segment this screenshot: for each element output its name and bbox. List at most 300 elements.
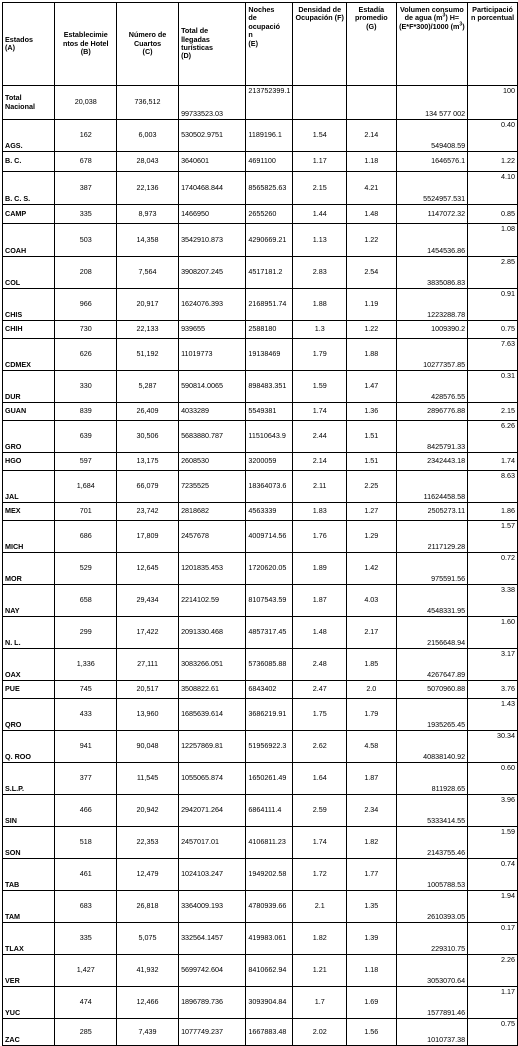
cell-establecimientos: 941 — [55, 731, 117, 763]
cell-densidad: 2.14 — [293, 453, 347, 471]
table-row — [3, 339, 518, 371]
cell-noches: 8410662.94 — [246, 955, 293, 987]
cell-establecimientos: 683 — [55, 891, 117, 923]
cell-cuartos: 29,434 — [117, 585, 179, 617]
cell-noches: 1667883.48 — [246, 1019, 293, 1046]
cell-volumen: 975591.56 — [396, 553, 467, 585]
table-row — [3, 827, 518, 859]
cell-participacion: 3.17 — [468, 649, 518, 681]
cell-cuartos: 90,048 — [117, 731, 179, 763]
cell-establecimientos: 20,038 — [55, 86, 117, 120]
cell-volumen: 1577891.46 — [396, 987, 467, 1019]
cell-cuartos: 27,111 — [117, 649, 179, 681]
cell-estadia: 1.47 — [347, 371, 397, 403]
cell-densidad: 2.15 — [293, 172, 347, 205]
cell-densidad: 2.1 — [293, 891, 347, 923]
cell-participacion: 8.63 — [468, 471, 518, 503]
cell-participacion: 0.85 — [468, 205, 518, 224]
cell-establecimientos: 730 — [55, 321, 117, 339]
cell-cuartos: 20,517 — [117, 681, 179, 699]
cell-llegadas: 1077749.237 — [179, 1019, 246, 1046]
cell-cuartos: 13,175 — [117, 453, 179, 471]
cell-cuartos: 14,358 — [117, 224, 179, 257]
cell-establecimientos: 330 — [55, 371, 117, 403]
cell-establecimientos: 299 — [55, 617, 117, 649]
table-row — [3, 371, 518, 403]
table-row — [3, 649, 518, 681]
cell-establecimientos: 658 — [55, 585, 117, 617]
cell-noches: 11510643.9 — [246, 421, 293, 453]
table-row — [3, 152, 518, 172]
cell-estado: YUC — [3, 987, 55, 1019]
cell-volumen: 2117129.28 — [396, 521, 467, 553]
cell-estadia: 1.22 — [347, 224, 397, 257]
cell-establecimientos: 387 — [55, 172, 117, 205]
cell-volumen: 3053070.64 — [396, 955, 467, 987]
cell-participacion: 0.91 — [468, 289, 518, 321]
cell-volumen: 1223288.78 — [396, 289, 467, 321]
cell-densidad: 1.79 — [293, 339, 347, 371]
cell-establecimientos: 433 — [55, 699, 117, 731]
cell-establecimientos: 966 — [55, 289, 117, 321]
cell-cuartos: 13,960 — [117, 699, 179, 731]
cell-densidad: 1.88 — [293, 289, 347, 321]
cell-cuartos: 5,287 — [117, 371, 179, 403]
cell-estadia: 1.35 — [347, 891, 397, 923]
cell-estadia: 1.19 — [347, 289, 397, 321]
cell-densidad: 1.89 — [293, 553, 347, 585]
cell-establecimientos: 701 — [55, 503, 117, 521]
cell-densidad: 2.59 — [293, 795, 347, 827]
cell-volumen: 5333414.55 — [396, 795, 467, 827]
cell-estado: PUE — [3, 681, 55, 699]
cell-volumen: 2342443.18 — [396, 453, 467, 471]
cell-densidad: 1.54 — [293, 120, 347, 152]
table-row — [3, 699, 518, 731]
cell-volumen: 2610393.05 — [396, 891, 467, 923]
cell-cuartos: 12,466 — [117, 987, 179, 1019]
cell-volumen: 229310.75 — [396, 923, 467, 955]
cell-noches: 8107543.59 — [246, 585, 293, 617]
cell-estadia: 1.51 — [347, 421, 397, 453]
cell-participacion: 6.26 — [468, 421, 518, 453]
cell-noches: 1949202.58 — [246, 859, 293, 891]
cell-llegadas: 1685639.614 — [179, 699, 246, 731]
cell-noches: 2655260 — [246, 205, 293, 224]
cell-estadia: 1.27 — [347, 503, 397, 521]
table-row — [3, 617, 518, 649]
table-row — [3, 923, 518, 955]
cell-estadia: 2.0 — [347, 681, 397, 699]
cell-densidad: 2.11 — [293, 471, 347, 503]
cell-densidad: 1.3 — [293, 321, 347, 339]
cell-cuartos: 7,564 — [117, 257, 179, 289]
table-row — [3, 859, 518, 891]
cell-volumen: 1454536.86 — [396, 224, 467, 257]
cell-llegadas: 7235525 — [179, 471, 246, 503]
header-participacion: Participació n porcentual — [468, 3, 518, 86]
cell-densidad: 2.44 — [293, 421, 347, 453]
cell-volumen: 3835086.83 — [396, 257, 467, 289]
cell-participacion: 0.40 — [468, 120, 518, 152]
cell-volumen: 1147072.32 — [396, 205, 467, 224]
cell-participacion: 0.60 — [468, 763, 518, 795]
cell-participacion: 0.75 — [468, 321, 518, 339]
cell-participacion: 1.86 — [468, 503, 518, 521]
table-row — [3, 224, 518, 257]
cell-estadia: 1.82 — [347, 827, 397, 859]
cell-volumen: 811928.65 — [396, 763, 467, 795]
table-body — [3, 86, 518, 1046]
cell-establecimientos: 529 — [55, 553, 117, 585]
cell-establecimientos: 639 — [55, 421, 117, 453]
cell-volumen: 2896776.88 — [396, 403, 467, 421]
cell-estadia: 1.56 — [347, 1019, 397, 1046]
cell-participacion: 0.31 — [468, 371, 518, 403]
table-row — [3, 521, 518, 553]
cell-noches: 4290669.21 — [246, 224, 293, 257]
cell-participacion: 1.59 — [468, 827, 518, 859]
cell-participacion: 1.94 — [468, 891, 518, 923]
cell-noches: 4106811.23 — [246, 827, 293, 859]
cell-estado: DUR — [3, 371, 55, 403]
cell-estado: ZAC — [3, 1019, 55, 1046]
cell-establecimientos: 678 — [55, 152, 117, 172]
header-estados: Estados (A) — [3, 3, 55, 86]
cell-estadia: 1.87 — [347, 763, 397, 795]
cell-densidad: 1.82 — [293, 923, 347, 955]
cell-llegadas: 3908207.245 — [179, 257, 246, 289]
cell-cuartos: 8,973 — [117, 205, 179, 224]
cell-cuartos: 23,742 — [117, 503, 179, 521]
cell-establecimientos: 461 — [55, 859, 117, 891]
cell-participacion: 2.85 — [468, 257, 518, 289]
cell-estado: TLAX — [3, 923, 55, 955]
cell-estado: QRO — [3, 699, 55, 731]
cell-volumen: 1009390.2 — [396, 321, 467, 339]
cell-estado: CAMP — [3, 205, 55, 224]
table-row — [3, 257, 518, 289]
cell-estadia: 1.79 — [347, 699, 397, 731]
cell-llegadas: 3364009.193 — [179, 891, 246, 923]
cell-cuartos: 12,645 — [117, 553, 179, 585]
cell-establecimientos: 1,336 — [55, 649, 117, 681]
cell-cuartos: 17,809 — [117, 521, 179, 553]
cell-volumen: 4267647.89 — [396, 649, 467, 681]
cell-noches: 3093904.84 — [246, 987, 293, 1019]
cell-llegadas: 1896789.736 — [179, 987, 246, 1019]
cell-establecimientos: 474 — [55, 987, 117, 1019]
cell-densidad: 2.62 — [293, 731, 347, 763]
cell-volumen: 1646576.1 — [396, 152, 467, 172]
cell-cuartos: 6,003 — [117, 120, 179, 152]
cell-establecimientos: 626 — [55, 339, 117, 371]
cell-estadia: 4.58 — [347, 731, 397, 763]
cell-establecimientos: 1,427 — [55, 955, 117, 987]
cell-volumen: 4548331.95 — [396, 585, 467, 617]
cell-volumen: 1005788.53 — [396, 859, 467, 891]
header-establecimientos: Establecimie ntos de Hotel (B) — [55, 3, 117, 86]
cell-cuartos: 28,043 — [117, 152, 179, 172]
cell-volumen: 10277357.85 — [396, 339, 467, 371]
cell-llegadas: 3508822.61 — [179, 681, 246, 699]
cell-noches: 4009714.56 — [246, 521, 293, 553]
cell-estado: COL — [3, 257, 55, 289]
cell-densidad: 1.64 — [293, 763, 347, 795]
cell-participacion: 1.08 — [468, 224, 518, 257]
table-row — [3, 681, 518, 699]
cell-llegadas: 2457017.01 — [179, 827, 246, 859]
cell-noches: 6864111.4 — [246, 795, 293, 827]
cell-participacion: 100 — [468, 86, 518, 120]
cell-participacion: 0.17 — [468, 923, 518, 955]
cell-volumen: 5524957.531 — [396, 172, 467, 205]
cell-densidad: 1.13 — [293, 224, 347, 257]
cell-estado: S.L.P. — [3, 763, 55, 795]
cell-llegadas: 1024103.247 — [179, 859, 246, 891]
cell-establecimientos: 839 — [55, 403, 117, 421]
cell-estadia: 1.22 — [347, 321, 397, 339]
cell-densidad: 1.83 — [293, 503, 347, 521]
cell-llegadas: 1624076.393 — [179, 289, 246, 321]
cell-estadia: 1.85 — [347, 649, 397, 681]
cell-estadia: 2.34 — [347, 795, 397, 827]
cell-participacion: 3.38 — [468, 585, 518, 617]
cell-densidad — [293, 86, 347, 120]
cell-participacion: 0.74 — [468, 859, 518, 891]
cell-cuartos: 7,439 — [117, 1019, 179, 1046]
header-volumen: Volumen consumo de agua $(m^3)$ H= (E*F*300)/1000 $(m^3)$ — [396, 3, 467, 86]
cell-participacion: 4.10 — [468, 172, 518, 205]
cell-densidad: 1.76 — [293, 521, 347, 553]
cell-llegadas: 4033289 — [179, 403, 246, 421]
cell-estadia: 1.42 — [347, 553, 397, 585]
cell-densidad: 1.74 — [293, 403, 347, 421]
cell-cuartos: 41,932 — [117, 955, 179, 987]
cell-densidad: 1.59 — [293, 371, 347, 403]
cell-noches: 18364073.6 — [246, 471, 293, 503]
cell-estadia: 2.54 — [347, 257, 397, 289]
cell-noches: 898483.351 — [246, 371, 293, 403]
cell-densidad: 2.83 — [293, 257, 347, 289]
cell-llegadas: 1055065.874 — [179, 763, 246, 795]
table-row — [3, 205, 518, 224]
cell-estado: Total Nacional — [3, 86, 55, 120]
cell-volumen: 428576.55 — [396, 371, 467, 403]
cell-estadia: 2.14 — [347, 120, 397, 152]
cell-noches: 51956922.3 — [246, 731, 293, 763]
table-row — [3, 120, 518, 152]
table-row — [3, 86, 518, 120]
cell-cuartos: 736,512 — [117, 86, 179, 120]
cell-llegadas: 3640601 — [179, 152, 246, 172]
cell-densidad: 1.48 — [293, 617, 347, 649]
cell-cuartos: 26,409 — [117, 403, 179, 421]
cell-estadia: 1.48 — [347, 205, 397, 224]
table-row — [3, 763, 518, 795]
cell-noches: 8565825.63 — [246, 172, 293, 205]
cell-estado: B. C. S. — [3, 172, 55, 205]
cell-estado: HGO — [3, 453, 55, 471]
cell-volumen: 5070960.88 — [396, 681, 467, 699]
cell-estadia: 1.51 — [347, 453, 397, 471]
cell-densidad: 1.21 — [293, 955, 347, 987]
cell-estado: N. L. — [3, 617, 55, 649]
cell-llegadas: 2818682 — [179, 503, 246, 521]
cell-volumen: 2156648.94 — [396, 617, 467, 649]
cell-estado: MOR — [3, 553, 55, 585]
cell-participacion: 3.76 — [468, 681, 518, 699]
cell-establecimientos: 377 — [55, 763, 117, 795]
cell-establecimientos: 335 — [55, 923, 117, 955]
cell-estado: Q. ROO — [3, 731, 55, 763]
table-row — [3, 1019, 518, 1046]
cell-noches: 5549381 — [246, 403, 293, 421]
cell-densidad: 1.17 — [293, 152, 347, 172]
cell-llegadas: 1201835.453 — [179, 553, 246, 585]
cell-noches: 4563339 — [246, 503, 293, 521]
cell-noches: 4517181.2 — [246, 257, 293, 289]
cell-estado: SON — [3, 827, 55, 859]
cell-llegadas: 2608530 — [179, 453, 246, 471]
cell-noches: 4857317.45 — [246, 617, 293, 649]
cell-participacion: 30.34 — [468, 731, 518, 763]
cell-estado: AGS. — [3, 120, 55, 152]
cell-cuartos: 66,079 — [117, 471, 179, 503]
cell-noches: 6843402 — [246, 681, 293, 699]
table-row — [3, 289, 518, 321]
cell-llegadas: 939655 — [179, 321, 246, 339]
table-row — [3, 421, 518, 453]
header-noches: Noches de ocupació n (E) — [246, 3, 293, 86]
table-row — [3, 403, 518, 421]
table-row — [3, 471, 518, 503]
table-row — [3, 321, 518, 339]
cell-llegadas: 2942071.264 — [179, 795, 246, 827]
cell-estado: CHIH — [3, 321, 55, 339]
table-row — [3, 172, 518, 205]
cell-estado: OAX — [3, 649, 55, 681]
cell-noches: 2168951.74 — [246, 289, 293, 321]
cell-estado: JAL — [3, 471, 55, 503]
cell-estadia: 1.18 — [347, 152, 397, 172]
cell-densidad: 1.87 — [293, 585, 347, 617]
cell-establecimientos: 597 — [55, 453, 117, 471]
cell-noches: 4691100 — [246, 152, 293, 172]
cell-participacion: 3.96 — [468, 795, 518, 827]
cell-llegadas: 2091330.468 — [179, 617, 246, 649]
cell-establecimientos: 466 — [55, 795, 117, 827]
cell-estado: TAM — [3, 891, 55, 923]
cell-noches: 1720620.05 — [246, 553, 293, 585]
cell-establecimientos: 208 — [55, 257, 117, 289]
cell-llegadas: 1466950 — [179, 205, 246, 224]
header-llegadas: Total de llegadas turísticas (D) — [179, 3, 246, 86]
cell-volumen: 11624458.58 — [396, 471, 467, 503]
cell-estadia: 4.21 — [347, 172, 397, 205]
cell-volumen: 40838140.92 — [396, 731, 467, 763]
cell-llegadas: 590814.0065 — [179, 371, 246, 403]
cell-estado: GRO — [3, 421, 55, 453]
header-row — [3, 3, 518, 86]
cell-participacion: 1.17 — [468, 987, 518, 1019]
cell-llegadas: 12257869.81 — [179, 731, 246, 763]
cell-llegadas: 2457678 — [179, 521, 246, 553]
cell-estado: SIN — [3, 795, 55, 827]
cell-densidad: 2.47 — [293, 681, 347, 699]
cell-establecimientos: 285 — [55, 1019, 117, 1046]
table-row — [3, 503, 518, 521]
cell-densidad: 2.02 — [293, 1019, 347, 1046]
cell-densidad: 1.7 — [293, 987, 347, 1019]
cell-densidad: 2.48 — [293, 649, 347, 681]
cell-estado: CHIS — [3, 289, 55, 321]
cell-cuartos: 30,506 — [117, 421, 179, 453]
cell-cuartos: 20,917 — [117, 289, 179, 321]
cell-establecimientos: 518 — [55, 827, 117, 859]
cell-volumen: 549408.59 — [396, 120, 467, 152]
cell-estado: B. C. — [3, 152, 55, 172]
cell-densidad: 1.74 — [293, 827, 347, 859]
header-cuartos: Número de Cuartos (C) — [117, 3, 179, 86]
cell-participacion: 1.43 — [468, 699, 518, 731]
cell-estadia — [347, 86, 397, 120]
cell-estado: TAB — [3, 859, 55, 891]
cell-estadia: 2.25 — [347, 471, 397, 503]
cell-llegadas: 3542910.873 — [179, 224, 246, 257]
cell-estado: GUAN — [3, 403, 55, 421]
cell-participacion: 1.60 — [468, 617, 518, 649]
cell-noches: 213752399.1 — [246, 86, 293, 120]
cell-cuartos: 22,133 — [117, 321, 179, 339]
table-row — [3, 585, 518, 617]
cell-establecimientos: 503 — [55, 224, 117, 257]
cell-estado: COAH — [3, 224, 55, 257]
cell-cuartos: 22,353 — [117, 827, 179, 859]
cell-noches: 1650261.49 — [246, 763, 293, 795]
cell-noches: 1189196.1 — [246, 120, 293, 152]
cell-establecimientos: 335 — [55, 205, 117, 224]
cell-participacion: 1.74 — [468, 453, 518, 471]
cell-llegadas: 99733523.03 — [179, 86, 246, 120]
cell-noches: 2588180 — [246, 321, 293, 339]
cell-cuartos: 22,136 — [117, 172, 179, 205]
cell-participacion: 2.15 — [468, 403, 518, 421]
cell-participacion: 0.75 — [468, 1019, 518, 1046]
cell-llegadas: 530502.9751 — [179, 120, 246, 152]
cell-estadia: 1.69 — [347, 987, 397, 1019]
table-row — [3, 891, 518, 923]
table-row — [3, 795, 518, 827]
cell-llegadas: 1740468.844 — [179, 172, 246, 205]
cell-estadia: 1.88 — [347, 339, 397, 371]
cell-estado: MICH — [3, 521, 55, 553]
cell-participacion: 1.22 — [468, 152, 518, 172]
cell-volumen: 2505273.11 — [396, 503, 467, 521]
cell-estadia: 1.39 — [347, 923, 397, 955]
cell-llegadas: 332564.1457 — [179, 923, 246, 955]
cell-volumen: 134 577 002 — [396, 86, 467, 120]
table-row — [3, 987, 518, 1019]
cell-participacion: 7.63 — [468, 339, 518, 371]
cell-cuartos: 51,192 — [117, 339, 179, 371]
cell-cuartos: 12,479 — [117, 859, 179, 891]
cell-estadia: 1.18 — [347, 955, 397, 987]
cell-participacion: 2.26 — [468, 955, 518, 987]
cell-estado: VER — [3, 955, 55, 987]
cell-estado: MEX — [3, 503, 55, 521]
cell-cuartos: 11,545 — [117, 763, 179, 795]
